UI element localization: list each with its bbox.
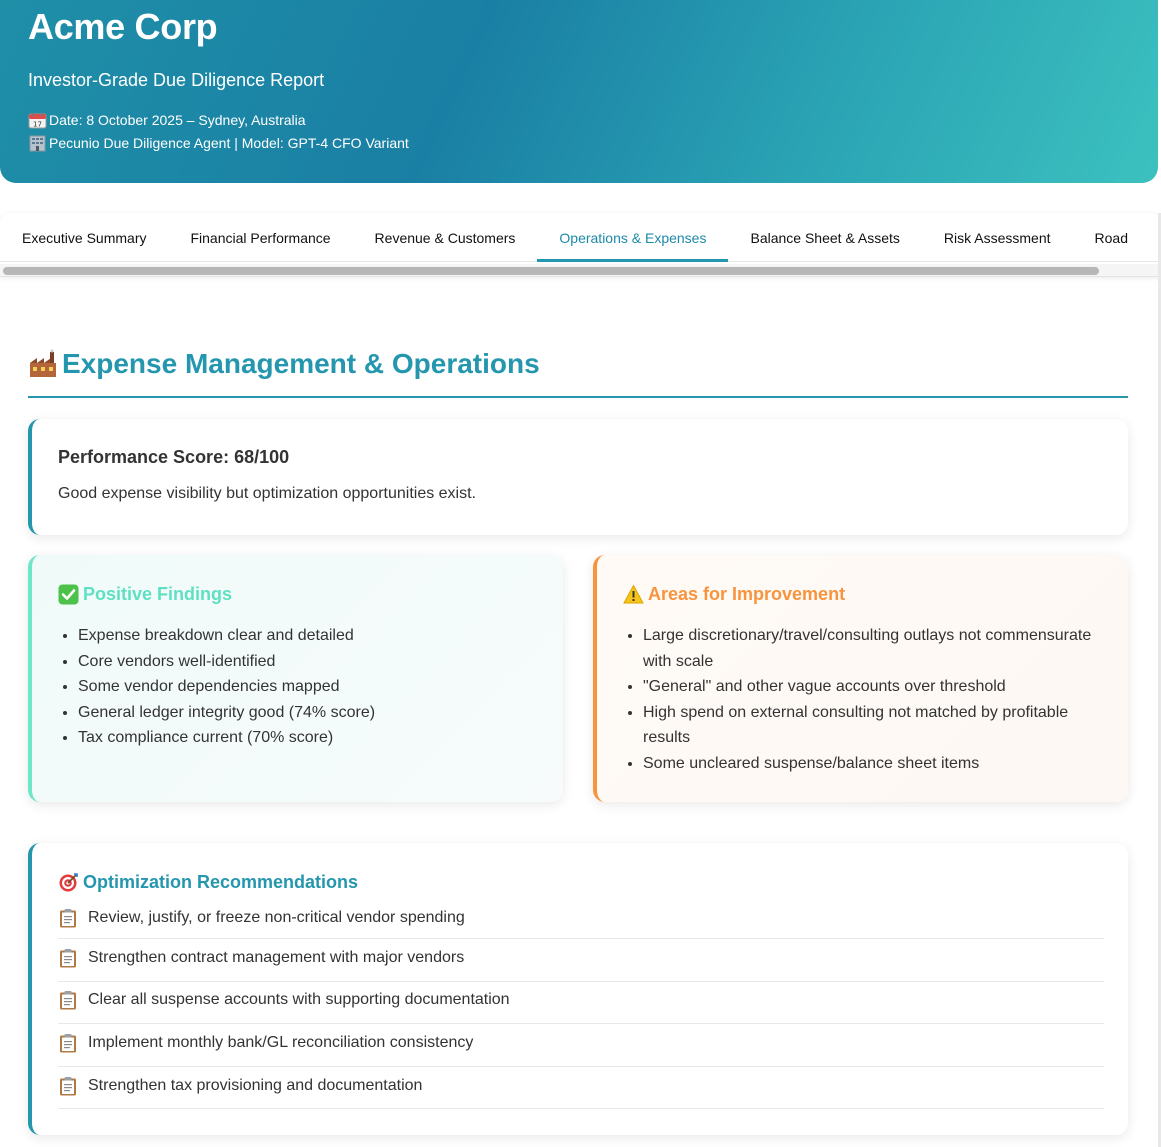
calendar-icon (28, 112, 49, 129)
performance-score: Performance Score: 68/100 (58, 447, 290, 467)
list-item: • Some uncleared suspense/balance sheet items (643, 751, 1108, 777)
list-item (58, 901, 1104, 939)
tab-bar (0, 213, 1161, 277)
list-item: • Core vendors well-identified (78, 649, 563, 675)
tab-scrollbar[interactable] (0, 264, 1161, 277)
clipboard-icon (58, 1033, 78, 1053)
company-title: Acme Corp (28, 6, 218, 47)
section-title: Expense Management & Operations (62, 348, 540, 379)
clipboard-icon (58, 1076, 78, 1096)
recommendation-text: Strengthen tax provisioning and documentation (88, 1076, 423, 1094)
office-building-icon (28, 135, 49, 152)
tab-list (0, 213, 1161, 262)
list-item (58, 1067, 1104, 1110)
list-item: • General ledger integrity good (74% score) (78, 700, 563, 726)
warning-icon (623, 584, 644, 605)
section-heading (28, 346, 1128, 398)
list-item: • Tax compliance current (70% score) (78, 725, 563, 751)
recommendations-list (58, 901, 1104, 1109)
agent-line (28, 132, 1158, 155)
clipboard-icon (58, 908, 78, 928)
tab-revenue-customers[interactable]: Revenue & Customers (374, 229, 516, 246)
list-item (58, 1024, 1104, 1067)
report-meta (28, 109, 1158, 155)
tab-financial-performance[interactable]: Financial Performance (190, 229, 331, 246)
recommendations-title: Optimization Recommendations (83, 872, 359, 892)
recommendation-text: Review, justify, or freeze non-critical vendor spending (88, 908, 465, 926)
positive-findings-list (58, 623, 563, 751)
positive-findings-card (28, 555, 563, 802)
clipboard-icon (58, 990, 78, 1010)
tab-balance-sheet-assets[interactable]: Balance Sheet & Assets (750, 229, 900, 246)
list-item: • High spend on external consulting not matched by profitable results (643, 700, 1108, 751)
optimization-recommendations-card (28, 843, 1128, 1135)
list-item (58, 939, 1104, 982)
tab-risk-assessment[interactable]: Risk Assessment (943, 229, 1051, 246)
check-mark-icon (58, 584, 79, 605)
target-icon (58, 872, 79, 893)
list-item: • Some vendor dependencies mapped (78, 674, 563, 700)
improvement-areas-list (623, 623, 1108, 777)
performance-score-card (28, 419, 1128, 535)
svg-text:17: 17 (33, 120, 42, 129)
recommendation-text: Implement monthly bank/GL reconciliation consistency (88, 1033, 474, 1051)
positive-findings-title: Positive Findings (83, 584, 233, 604)
report-date: Date: 8 October 2025 – Sydney, Australia (49, 112, 306, 128)
improvement-areas-heading (623, 581, 1108, 607)
tab-roadmap[interactable]: Road (1094, 229, 1128, 246)
factory-icon (28, 349, 58, 379)
list-item: • "General" and other vague accounts over threshold (643, 674, 1108, 700)
list-item: • Large discretionary/travel/consulting outlays not commensurate with scale (643, 623, 1108, 674)
tab-scrollbar-thumb[interactable] (3, 267, 1099, 275)
tab-operations-expenses[interactable]: Operations & Expenses (537, 213, 728, 262)
positive-findings-heading (58, 581, 563, 607)
score-description: Good expense visibility but optimization opportunities exist. (58, 485, 476, 502)
list-item: • Expense breakdown clear and detailed (78, 623, 563, 649)
list-item (58, 982, 1104, 1025)
improvement-areas-title: Areas for Improvement (648, 584, 846, 604)
report-agent: Pecunio Due Diligence Agent | Model: GPT-4 CFO Variant (49, 135, 409, 151)
report-subtitle: Investor-Grade Due Diligence Report (28, 70, 325, 90)
recommendations-heading (58, 869, 1104, 895)
tab-executive-summary[interactable]: Executive Summary (22, 229, 147, 246)
report-header (0, 0, 1158, 183)
recommendation-text: Strengthen contract management with major vendors (88, 948, 465, 966)
improvement-areas-card (593, 555, 1128, 802)
date-line (28, 109, 1158, 132)
clipboard-icon (58, 948, 78, 968)
recommendation-text: Clear all suspense accounts with supporting documentation (88, 991, 510, 1009)
